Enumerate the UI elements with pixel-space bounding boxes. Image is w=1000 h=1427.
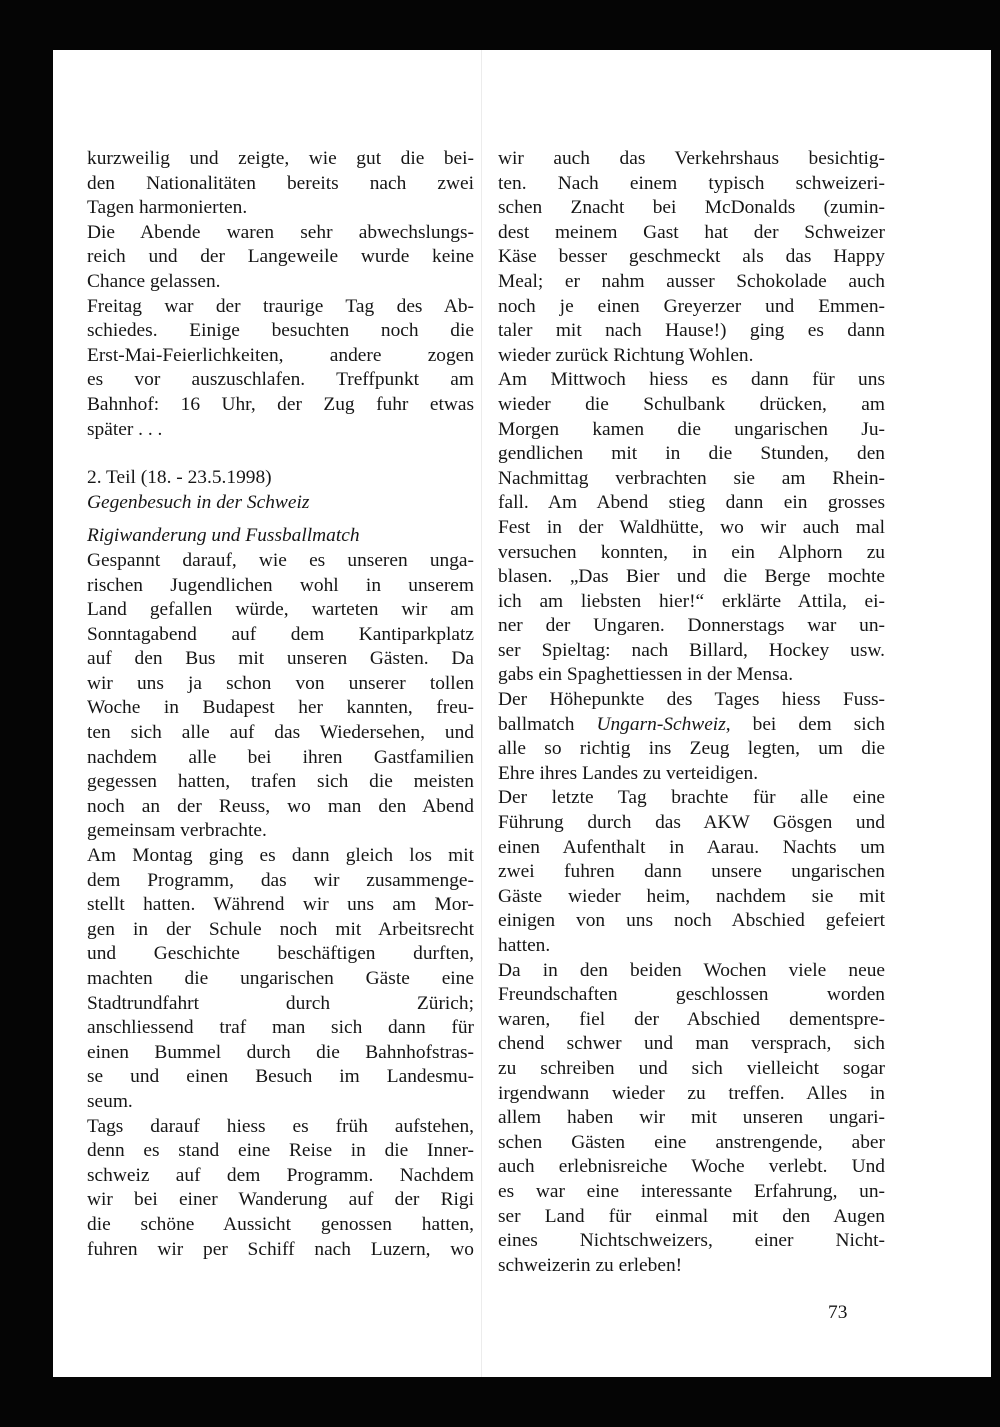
section-subtitle: Gegenbesuch in der Schweiz	[87, 491, 310, 513]
text-line: auf den Bus mit unseren Gästen. Da	[87, 648, 474, 670]
text-line: se und einen Besuch im Landesmu-	[87, 1066, 474, 1088]
text-line: reich und der Langeweile wurde keine	[87, 246, 474, 268]
text-line: Da in den beiden Wochen viele neue	[498, 959, 885, 981]
subsection-heading: Rigiwanderung und Fussballmatch	[87, 525, 360, 547]
text-line: fall. Am Abend stieg dann ein grosses	[498, 492, 885, 514]
text-line: wir uns ja schon von unserer tollen	[87, 672, 474, 694]
text-line: Morgen kamen die ungarischen Ju-	[498, 418, 885, 440]
text-line: dest meinem Gast hat der Schweizer	[498, 221, 885, 243]
text-line: Am Montag ging es dann gleich los mit	[87, 845, 474, 867]
text-line: Fest in der Waldhütte, wo wir auch mal	[498, 516, 885, 538]
text-line: seum.	[87, 1090, 133, 1112]
text-line: ser Spieltag: nach Billard, Hockey usw.	[498, 639, 885, 661]
text-line: einen Aufenthalt in Aarau. Nachts um	[498, 836, 885, 858]
text-line: allem haben wir mit unseren ungari-	[498, 1107, 885, 1129]
text-line: ser Land für einmal mit den Augen	[498, 1205, 885, 1227]
body-paragraphs	[87, 549, 474, 1262]
text-line: zwei fuhren dann unsere ungarischen	[498, 861, 885, 883]
text-line: Der letzte Tag brachte für alle eine	[498, 787, 885, 809]
text-line: Käse besser geschmeckt als das Happy	[498, 246, 885, 268]
page-number: 73	[828, 1302, 848, 1323]
body-paragraphs-b	[498, 737, 885, 1278]
text-line: später . . .	[87, 418, 163, 440]
text-line: eines Nichtschweizers, einer Nicht-	[498, 1230, 885, 1252]
text-line: ich am liebsten hier!“ erklärte Attila, ei-	[498, 590, 885, 612]
text-line: Nachmittag verbrachten sie am Rhein-	[498, 467, 885, 489]
text-line: Gespannt darauf, wie es unseren unga-	[87, 549, 474, 571]
text-line: machten die ungarischen Gäste eine	[87, 968, 474, 989]
text-line: ner der Ungaren. Donnerstags war un-	[498, 615, 885, 637]
text-line: blasen. „Das Bier und die Berge mochte	[498, 566, 885, 588]
text-line: schweizerin zu erleben!	[498, 1254, 683, 1276]
left-column	[87, 147, 474, 1262]
text-line: irgendwann wieder zu treffen. Alles in	[498, 1082, 885, 1104]
text-line: gendlichen mit in die Stunden, den	[498, 443, 885, 465]
text-line: Sonntagabend auf dem Kantiparkplatz	[87, 623, 474, 645]
text-line: die schöne Aussicht genossen hatten,	[87, 1213, 474, 1235]
text-line: nachdem alle bei ihren Gastfamilien	[87, 746, 474, 768]
text-line: auch erlebnisreiche Woche verlebt. Und	[498, 1156, 885, 1178]
document-page	[53, 50, 991, 1377]
text-line: versuchen konnten, in ein Alphorn zu	[498, 541, 885, 563]
text-line: hatten.	[498, 935, 551, 956]
text-line: Chance gelassen.	[87, 270, 221, 292]
text-line: Führung durch das AKW Gösgen und	[498, 812, 885, 834]
text-line: den Nationalitäten bereits nach zwei	[87, 172, 474, 194]
text-line: noch an der Reuss, wo man den Abend	[87, 795, 474, 817]
section-heading: 2. Teil (18. - 23.5.1998)	[87, 467, 272, 489]
right-column	[498, 147, 885, 1278]
intro-paragraphs	[87, 147, 474, 442]
text-line: ten sich alle auf das Wiedersehen, und	[87, 722, 474, 744]
text-line: kurzweilig und zeigte, wie gut die bei-	[87, 148, 474, 169]
text-line: stellt hatten. Während wir uns am Mor-	[87, 894, 474, 916]
text-line: waren, fiel der Abschied dementspre-	[498, 1008, 885, 1030]
text-line: wieder zurück Richtung Wohlen.	[498, 344, 754, 366]
text-line: Freundschaften geschlossen worden	[498, 984, 885, 1006]
text-line: wir auch das Verkehrshaus besichtig-	[498, 148, 885, 169]
text-line: schen Znacht bei McDonalds (zumin-	[498, 197, 885, 219]
text-line: Tagen harmonierten.	[87, 197, 248, 219]
body-paragraphs-a	[498, 147, 885, 713]
text-line: zu schreiben und sich vielleicht sogar	[498, 1057, 885, 1079]
text-line: ten. Nach einem typisch schweizeri-	[498, 172, 885, 194]
text-line: gen in der Schule noch mit Arbeitsrecht	[87, 918, 474, 940]
text-line: Meal; er nahm ausser Schokolade auch	[498, 270, 885, 292]
text-line: dem Programm, das wir zusammenge-	[87, 869, 474, 891]
text-line: taler mit nach Hause!) ging es dann	[498, 320, 885, 342]
text-line: Gäste wieder heim, nachdem sie mit	[498, 885, 885, 907]
text-line: es war eine interessante Erfahrung, un-	[498, 1180, 885, 1202]
text-line: wir bei einer Wanderung auf der Rigi	[87, 1189, 474, 1211]
text-line: einen Bummel durch die Bahnhofstras-	[87, 1041, 474, 1063]
match-name: Ungarn-Schweiz	[596, 713, 726, 735]
text-line: es vor auszuschlafen. Treffpunkt am	[87, 369, 474, 391]
text-line: wieder die Schulbank drücken, am	[498, 393, 885, 415]
text-line: Woche in Budapest her kannten, freu-	[87, 697, 474, 719]
match-line	[498, 713, 885, 738]
match-line-after: , bei dem sich	[725, 713, 885, 735]
text-line: gabs ein Spaghettiessen in der Mensa.	[498, 664, 794, 686]
text-line: schen Gästen eine anstrengende, aber	[498, 1131, 885, 1153]
text-line: Ehre ihres Landes zu verteidigen.	[498, 762, 759, 784]
text-line: Freitag war der traurige Tag des Ab-	[87, 295, 474, 317]
text-line: anschliessend traf man sich dann für	[87, 1017, 474, 1039]
match-line-before: ballmatch	[498, 713, 597, 735]
text-line: und Geschichte beschäftigen durften,	[87, 943, 474, 965]
text-line: Bahnhof: 16 Uhr, der Zug fuhr etwas	[87, 393, 474, 415]
text-line: Die Abende waren sehr abwechslungs-	[87, 221, 474, 243]
text-line: fuhren wir per Schiff nach Luzern, wo	[87, 1238, 474, 1260]
text-line: schiedes. Einige besuchten noch die	[87, 320, 474, 342]
text-line: alle so richtig ins Zeug legten, um die	[498, 738, 885, 760]
text-line: einigen von uns noch Abschied gefeiert	[498, 910, 885, 932]
text-line: Stadtrundfahrt durch Zürich;	[87, 992, 474, 1014]
page-fold-divider	[481, 50, 482, 1377]
text-line: Am Mittwoch hiess es dann für uns	[498, 369, 885, 391]
text-line: Der Höhepunkte des Tages hiess Fuss-	[498, 689, 885, 711]
text-line: Tags darauf hiess es früh aufstehen,	[87, 1115, 474, 1137]
text-line: gemeinsam verbrachte.	[87, 820, 267, 842]
text-line: rischen Jugendlichen wohl in unserem	[87, 574, 474, 596]
text-line: chend schwer und man versprach, sich	[498, 1033, 885, 1055]
text-line: denn es stand eine Reise in die Inner-	[87, 1140, 474, 1162]
text-line: Erst-Mai-Feierlichkeiten, andere zogen	[87, 344, 474, 366]
text-line: Land gefallen würde, warteten wir am	[87, 599, 474, 621]
text-line: gegessen hatten, trafen sich die meisten	[87, 771, 474, 793]
text-line: schweiz auf dem Programm. Nachdem	[87, 1164, 474, 1186]
text-line: noch je einen Greyerzer und Emmen-	[498, 295, 885, 317]
